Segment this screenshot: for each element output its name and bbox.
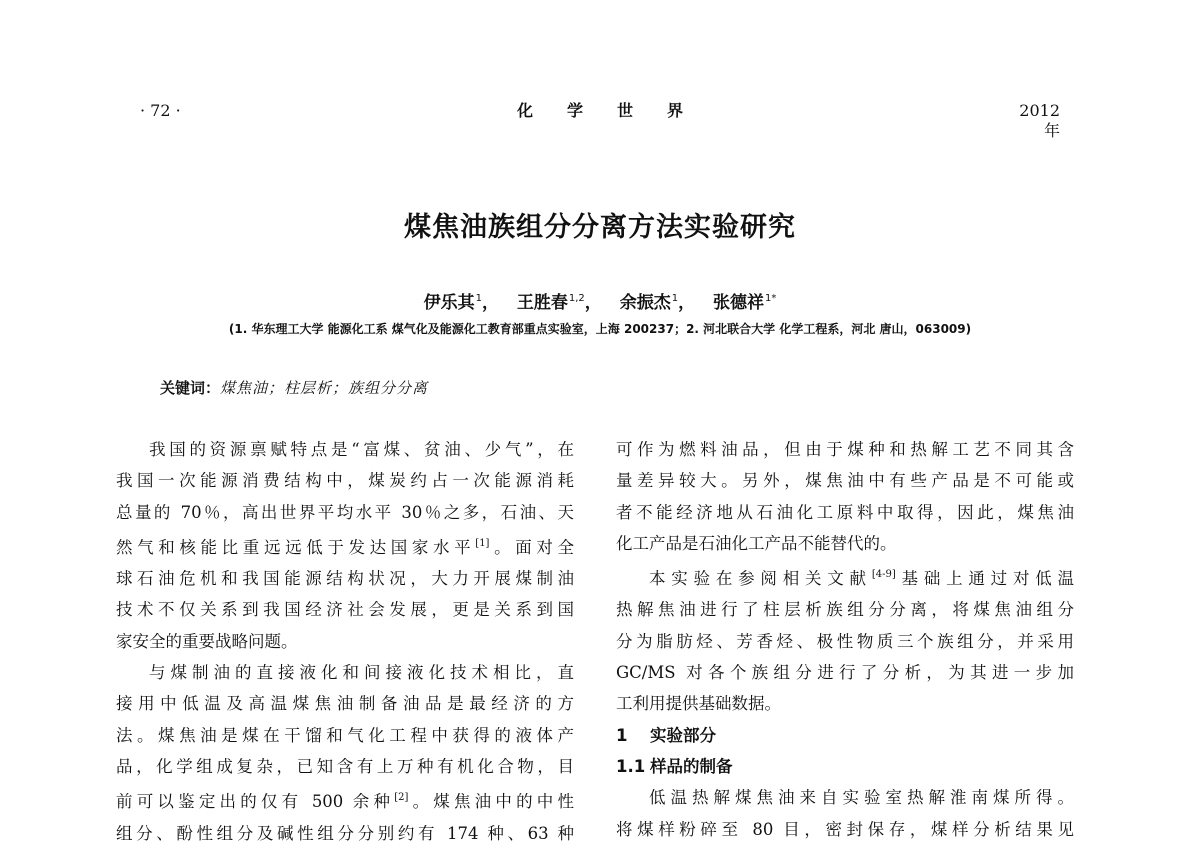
body-column-left [116,434,574,841]
author: 余振杰$^1$， [619,293,696,313]
text-line [116,782,574,817]
keywords [160,376,428,400]
author-name: 伊乐其 [423,293,475,313]
author-affiliation-mark: 1 [671,293,679,304]
text-line: 组分、酚性组分及碱性组分分别约有 174 种、63 种 [116,823,574,841]
author-name: 余振杰 [619,293,671,313]
text-line: 者不能经济地从石油化工原料中取得，因此，煤焦油 [616,502,1074,522]
text-fragment: 。面对全 [489,537,574,557]
text-fragment: 本实验在参阅相关文献 [649,569,872,589]
text-line: 球石油危机和我国能源结构状况，大力开展煤制油 [116,569,574,589]
keywords-value: 煤焦油；柱层析；族组分分离 [220,379,429,397]
text-fragment: 。煤焦油中的中性 [408,792,574,812]
citation: [2] [394,792,409,804]
citation: [1] [475,537,490,549]
section-heading [616,720,1074,751]
text-line: 总量的 70％，高出世界平均水平 30％之多，石油、天 [116,502,574,522]
text-line: 分为脂肪烃、芳香烃、极性物质三个族组分，并采用 [616,631,1074,651]
author: 伊乐其$^1$， [423,293,499,313]
citation: [4-9] [871,569,896,581]
text-line [116,528,574,563]
text-fragment: 然气和核能比重远远低于发达国家水平 [116,537,476,557]
section-number: 1 [616,725,628,745]
text-line: 品，化学组成复杂，已知含有上万种有机化合物，目 [116,756,574,776]
author-affiliation-mark: 1,2 [568,293,585,304]
text-fragment: 前可以鉴定出的仅有 500 余种 [116,792,395,812]
text-line: 低温热解煤焦油来自实验室热解淮南煤所得。 [649,788,1074,808]
journal-name: 化学世界 [516,101,717,120]
text-line: 量差异较大。另外，煤焦油中有些产品是不可能或 [616,471,1074,491]
text-line: 我国一次能源消费结构中，煤炭约占一次能源消耗 [116,471,574,491]
text-line: 与煤制油的直接液化和间接液化技术相比，直 [149,663,574,683]
text-line: 家安全的重要战略问题。 [116,631,298,651]
page-number: · 72 · [140,101,181,120]
text-line: 化工产品是石油化工产品不能替代的。 [616,533,897,553]
section-number: 1.1 [616,756,646,776]
publication-year: 2012 年 [1019,101,1060,140]
subsection-heading [616,751,1074,782]
text-line: 将煤样粉碎至 80 目，密封保存，煤样分析结果见 [616,819,1074,839]
section-title: 实验部分 [650,725,716,745]
author-affiliation-mark: 1* [765,293,777,304]
text-line: 法。煤焦油是煤在干馏和气化工程中获得的液体产 [116,725,574,745]
text-line: 热解焦油进行了柱层析族组分分离，将煤焦油组分 [616,600,1074,620]
author-name: 张德祥 [713,293,765,313]
text-line: GC/MS 对各个族组分进行了分析，为其进一步加 [616,663,1074,683]
keywords-label: 关键词： [160,379,221,397]
author-name: 王胜春 [516,293,568,313]
affiliation: (1. 华东理工大学 能源化工系 煤气化及能源化工教育部重点实验室，上海 200237；2. 河北联合大学 化学工程系，河北 唐山，063009) [228,322,972,336]
text-line: 工利用提供基础数据。 [616,694,781,714]
text-line: 技术不仅关系到我国经济社会发展，更是关系到国 [116,600,574,620]
body-column-right [616,434,1074,841]
text-line [616,559,1074,594]
author [713,288,776,314]
paper-title: 煤焦油族组分分离方法实验研究 [404,212,796,243]
text-fragment: 基础上通过对低温 [895,569,1074,589]
section-title: 样品的制备 [650,756,733,776]
text-line: 我国的资源禀赋特点是“富煤、贫油、少气”，在 [149,440,574,459]
author: 王胜春$^{1,2}$， [516,293,602,313]
text-line: 可作为燃料油品，但由于煤种和热解工艺不同其含 [616,440,1074,459]
author-list [0,288,1200,314]
author-affiliation-mark: 1 [475,293,482,304]
text-line: 接用中低温及高温煤焦油制备油品是最经济的方 [116,694,574,714]
